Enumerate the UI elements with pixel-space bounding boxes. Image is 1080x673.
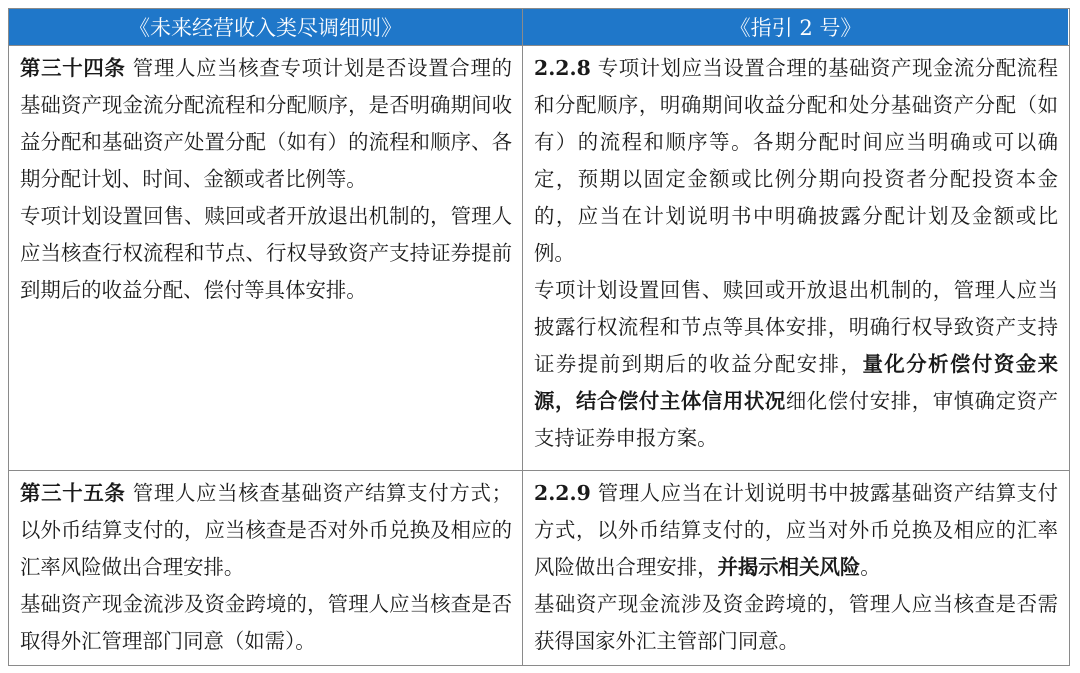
article-text: 管理人应当核查专项计划是否设置合理的基础资产现金流分配流程和分配顺序，是否明确期间收益分配和基础资产处置分配（如有）的流程和顺序、各期分配计划、时间、金额或者比例等。 [20,56,512,191]
highlight-text: 量化分析偿付资金来源，结合偿付主体信用状况 [534,352,1059,413]
header-right: 《指引 2 号》 [523,9,1068,45]
table-row [9,470,1069,665]
table-row [9,45,1069,470]
paragraph [534,50,1058,272]
paragraph: 专项计划设置回售、赎回或者开放退出机制的，管理人应当核查行权流程和节点、行权导致资产支持证券提前到期后的收益分配、偿付等具体安排。 [20,204,512,302]
clause-text: 。 [860,555,881,579]
paragraph [534,475,1058,586]
cell-left-article-35 [9,471,523,665]
cell-left-article-34 [9,46,523,470]
cell-right-2-2-8 [523,46,1068,470]
clause-text: 管理人应当在计划说明书中披露基础资产结算支付方式，以外币结算支付的，应当对外币兑换及相应的汇率风险做出合理安排， [534,481,1058,579]
paragraph: 基础资产现金流涉及资金跨境的，管理人应当核查是否取得外汇管理部门同意（如需）。 [20,592,512,653]
paragraph [20,50,512,198]
article-label: 第三十四条 [20,56,126,80]
paragraph [534,272,1058,457]
article-text: 管理人应当核查基础资产结算支付方式；以外币结算支付的，应当核查是否对外币兑换及相应的汇率风险做出合理安排。 [20,481,512,579]
paragraph [20,475,512,586]
header-left: 《未来经营收入类尽调细则》 [9,9,523,45]
clause-text: 专项计划设置回售、赎回或开放退出机制的，管理人应当披露行权流程和节点等具体安排，明确行权导致资产支持证券提前到期后的收益分配安排， [534,278,1058,376]
clause-text: 专项计划应当设置合理的基础资产现金流分配流程和分配顺序，明确期间收益分配和处分基础资产分配（如有）的流程和顺序等。各期分配时间应当明确或可以确定，预期以固定金额或比例分期向投资者分配投资本金的，应当在计划说明书中明确披露分配计划及金额或比例。 [534,56,1058,265]
cell-right-2-2-9 [523,471,1068,665]
paragraph: 基础资产现金流涉及资金跨境的，管理人应当核查是否需获得国家外汇主管部门同意。 [534,592,1058,653]
highlight-text: 并揭示相关风险 [717,555,861,579]
clause-label: 2.2.8 [534,56,591,80]
clause-text: 细化偿付安排，审慎确定资产支持证券申报方案。 [534,389,1059,450]
clause-label: 2.2.9 [534,481,591,505]
comparison-table [8,8,1070,666]
table-header [9,9,1069,45]
article-label: 第三十五条 [20,481,126,505]
